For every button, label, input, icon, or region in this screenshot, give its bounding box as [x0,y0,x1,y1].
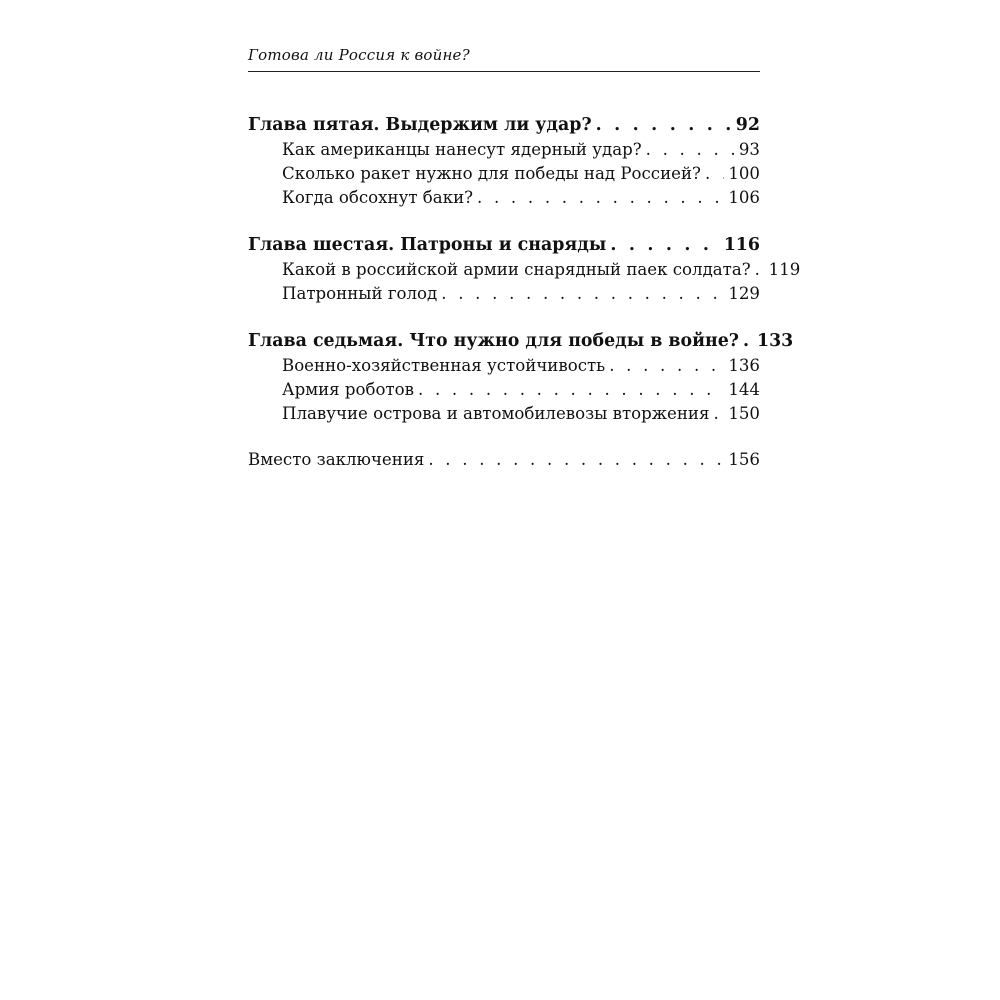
conclusion-title: Вместо заключения [248,450,425,469]
chapter-title: Глава пятая. Выдержим ли удар? [248,115,592,135]
dot-leader [755,258,765,282]
toc-group-conclusion [248,448,760,472]
dot-leader [609,354,724,378]
toc-section-entry[interactable] [248,186,760,210]
toc-section-entry[interactable] [248,402,760,426]
toc-section-entry[interactable] [248,354,760,378]
page-number: 106 [728,188,760,207]
dot-leader [610,232,719,258]
toc-section-entry[interactable] [248,282,760,306]
toc-chapter-entry[interactable] [248,232,760,258]
section-title: Армия роботов [282,380,415,399]
section-title: Сколько ракет нужно для победы над Россией? [282,164,701,183]
toc-group-chapter-5 [248,112,760,210]
toc-group-chapter-7 [248,328,794,426]
page-number: 156 [728,450,760,469]
running-head: Готова ли Россия к войне? [248,46,470,64]
dot-leader [477,186,724,210]
section-title: Когда обсохнут баки? [282,188,474,207]
toc-section-entry[interactable] [248,378,760,402]
dot-leader [441,282,724,306]
section-title: Как американцы нанесут ядерный удар? [282,140,642,159]
section-title: Патронный голод [282,284,438,303]
toc-section-entry[interactable] [248,162,760,186]
table-of-contents [248,112,801,494]
page-number: 150 [728,404,760,423]
page-number: 92 [735,115,760,135]
toc-group-chapter-6 [248,232,801,306]
page-number: 136 [728,356,760,375]
chapter-title: Глава седьмая. Что нужно для победы в войне? [248,331,739,351]
toc-chapter-entry[interactable] [248,328,794,354]
page-number: 93 [738,140,760,159]
section-title: Какой в российской армии снарядный паек солдата? [282,260,751,279]
page-number: 129 [728,284,760,303]
toc-chapter-entry[interactable] [248,112,760,138]
page-number: 116 [723,235,760,255]
section-title: Плавучие острова и автомобилевозы вторжения [282,404,710,423]
dot-leader [596,112,732,138]
dot-leader [646,138,735,162]
dot-leader [713,402,724,426]
dot-leader [418,378,724,402]
section-title: Военно-хозяйственная устойчивость [282,356,606,375]
dot-leader [428,448,724,472]
page-number: 144 [728,380,760,399]
header-rule [248,71,760,72]
toc-section-entry[interactable] [248,258,801,282]
toc-conclusion-entry[interactable] [248,448,760,472]
toc-section-entry[interactable] [248,138,760,162]
dot-leader [743,328,753,354]
page-number: 119 [768,260,801,279]
dot-leader [705,162,724,186]
chapter-title: Глава шестая. Патроны и снаряды [248,235,607,255]
page-number: 133 [756,331,794,351]
page-number: 100 [728,164,760,183]
